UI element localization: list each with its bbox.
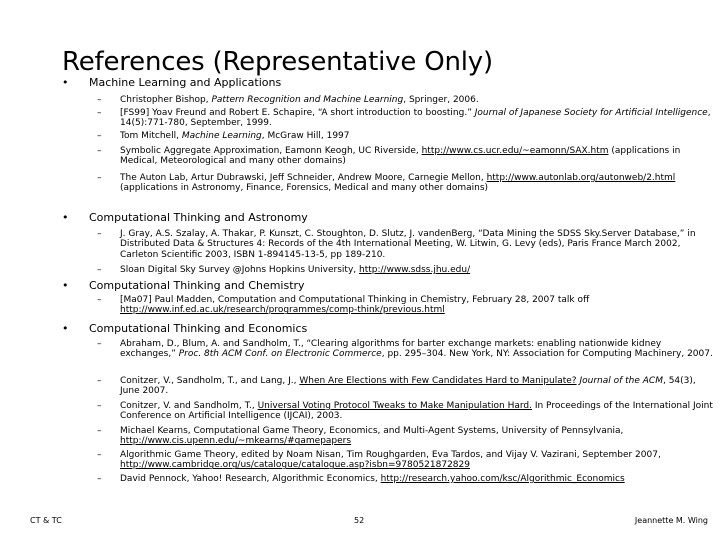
reference-link[interactable]: http://www.inf.ed.ac.uk/research/programmes/comp-think/previous.html (120, 305, 445, 316)
section-title: Computational Thinking and Astronomy (89, 211, 308, 224)
reference-link[interactable]: Universal Voting Protocol Tweaks to Make Manipulation Hard. (257, 401, 532, 411)
dash: – (97, 146, 102, 156)
ref-text: Conitzer, V., Sandholm, T., and Lang, J., (120, 376, 300, 386)
page-number: 52 (354, 516, 365, 525)
reference-item (97, 401, 714, 422)
ref-text: , 54(3), June 2007. (120, 376, 696, 397)
ref-text: The Auton Lab, Artur Dubrawski, Jeff Schneider, Andrew Moore, Carnegie Mellon, (120, 173, 487, 183)
section-title: Computational Thinking and Economics (89, 322, 308, 335)
dash: – (97, 95, 102, 105)
ref-text: Abraham, D., Blum, A. and Sandholm, T., “Clearing algorithms for barter exchange markets: enabling nationwide kidney exchanges,” (120, 339, 662, 360)
dash: – (97, 426, 102, 436)
reference-item (97, 450, 714, 471)
reference-item (97, 265, 714, 275)
footer-right: Jeannette M. Wing (634, 516, 708, 525)
dash: – (97, 108, 102, 118)
ref-text: Michael Kearns, Computational Game Theory, Economics, and Multi-Agent Systems, University of Pennsylvania, (120, 426, 624, 436)
reference-item (97, 339, 714, 360)
ref-italic: Pattern Recognition and Machine Learning (211, 95, 404, 105)
footer-left: CT & TC (30, 516, 62, 525)
ref-text: , McGraw Hill, 1997 (261, 131, 350, 141)
reference-item (97, 474, 714, 484)
reference-item (97, 146, 714, 167)
bullet: • (62, 279, 69, 292)
reference-item (97, 131, 714, 141)
ref-text: (applications in Astronomy, Finance, Forensics, Medical and many other domains) (120, 183, 489, 194)
reference-link[interactable]: http://www.autonlab.org/autonweb/2.html (486, 173, 676, 183)
dash: – (97, 339, 102, 349)
ref-text: Sloan Digital Sky Survey @Johns Hopkins University, (120, 265, 360, 275)
ref-text: David Pennock, Yahoo! Research, Algorithmic Economics, (120, 474, 381, 484)
ref-italic: Proc. 8th ACM Conf. on Electronic Commerce (178, 349, 382, 360)
ref-italic: Machine Learning (181, 131, 262, 141)
section-title: Computational Thinking and Chemistry (89, 279, 305, 292)
reference-item (97, 295, 714, 316)
section-title: Machine Learning and Applications (89, 76, 282, 89)
dash: – (97, 265, 102, 275)
dash: – (97, 229, 102, 239)
ref-text: , Springer, 2006. (403, 95, 479, 105)
reference-link[interactable]: http://www.cs.ucr.edu/~eamonn/SAX.htm (421, 146, 609, 156)
ref-text: [FS99] Yoav Freund and Robert E. Schapire, “A short introduction to boosting.” (120, 108, 475, 118)
ref-text: Tom Mitchell, (120, 131, 182, 141)
dash: – (97, 376, 102, 386)
bullet: • (62, 211, 69, 224)
ref-text: , pp. 295–304. New York, NY: Association for Computing Machinery, 2007. (381, 349, 713, 360)
ref-text: [Ma07] Paul Madden, Computation and Computational Thinking in Chemistry, February 28, 2007 talk off (120, 295, 590, 305)
dash: – (97, 401, 102, 411)
reference-link[interactable]: When Are Elections with Few Candidates Hard to Manipulate? (299, 376, 577, 386)
dash: – (97, 474, 102, 484)
reference-item (97, 95, 714, 105)
dash: – (97, 131, 102, 141)
reference-item (97, 426, 714, 447)
ref-text: Symbolic Aggregate Approximation, Eamonn Keogh, UC Riverside, (120, 146, 422, 156)
ref-text: Algorithmic Game Theory, edited by Noam Nisan, Tim Roughgarden, Eva Tardos, and Vijay V. Vazirani, September 2007, (120, 450, 661, 460)
slide-title: References (Representative Only) (62, 47, 493, 78)
ref-text: (applications in Medical, Meteorological and many other domains) (120, 146, 681, 167)
reference-link[interactable]: http://research.yahoo.com/ksc/Algorithmic_Economics (380, 474, 625, 484)
reference-link[interactable]: http://www.cis.upenn.edu/~mkearns/#gamepapers (120, 436, 352, 447)
reference-item (97, 229, 714, 260)
ref-text: , 14(5):771-780, September, 1999. (120, 108, 711, 129)
reference-item (97, 173, 714, 194)
ref-text: Conitzer, V. and Sandholm, T., (120, 401, 258, 411)
reference-item (97, 376, 714, 397)
ref-text: J. Gray, A.S. Szalay, A. Thakar, P. Kunszt, C. Stoughton, D. Slutz, J. vandenBerg, “Data Mining the SDSS Sky.Server Database,” in Distributed Data & Structures 4: Records of the 4th International Meeting, W. Litwin, G. Levy (eds), Paris France March 2002, Carleton Scientific 2003, ISBN 1-894145-13-5, pp 189-210. (120, 229, 696, 260)
reference-item (97, 108, 714, 129)
ref-italic: Journal of Japanese Society for Artificial Intelligence (474, 108, 708, 118)
bullet: • (62, 322, 69, 335)
dash: – (97, 295, 102, 305)
dash: – (97, 450, 102, 460)
ref-text: In Proceedings of the International Joint Conference on Artificial Intelligence (IJCAI), 2003. (120, 401, 713, 422)
ref-italic: Journal of the ACM (576, 376, 663, 386)
reference-link[interactable]: http://www.sdss.jhu.edu/ (359, 265, 471, 275)
dash: – (97, 173, 102, 183)
bullet: • (62, 76, 69, 89)
reference-link[interactable]: http://www.cambridge.org/us/catalogue/catalogue.asp?isbn=9780521872829 (120, 460, 470, 471)
ref-text: Christopher Bishop, (120, 95, 212, 105)
